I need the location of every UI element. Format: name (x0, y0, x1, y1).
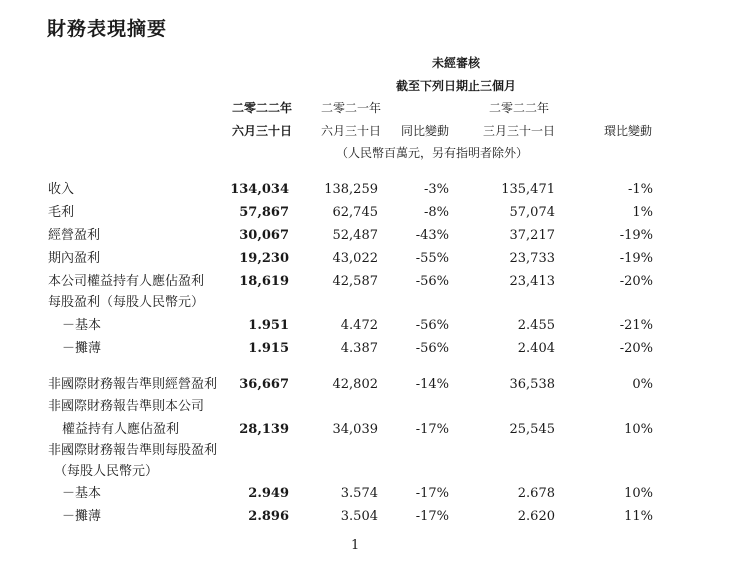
cell-2022q2: 1.951 (248, 318, 289, 333)
table-row (0, 249, 743, 269)
col2-header-line2: 六月三十日 (320, 124, 382, 138)
row-label: 經營盈利 (48, 228, 101, 243)
cell-yoy: -56% (415, 341, 449, 356)
cell-2022q2: 2.896 (248, 509, 289, 524)
table-row (0, 420, 743, 440)
cell-qoq: -20% (619, 274, 653, 289)
cell-2022q2: 19,230 (239, 251, 289, 266)
cell-2021q2: 42,802 (332, 377, 378, 392)
row-label: 非國際財務報告準則本公司 (48, 399, 205, 414)
table-row (0, 484, 743, 504)
row-label: －基本 (62, 318, 102, 333)
cell-2022q1: 2.455 (517, 318, 555, 333)
cell-qoq: -21% (619, 318, 653, 333)
cell-qoq: -19% (619, 228, 653, 243)
col1-header-line2: 六月三十日 (231, 124, 293, 138)
col3-header: 同比變動 (400, 124, 450, 138)
cell-qoq: 1% (632, 205, 653, 220)
row-label: －攤薄 (62, 341, 102, 356)
cell-qoq: 0% (632, 377, 653, 392)
cell-yoy: -17% (415, 486, 449, 501)
period-header: 截至下列日期止三個月 (395, 79, 517, 93)
cell-qoq: 10% (624, 486, 653, 501)
table-row (0, 441, 743, 461)
row-label: 本公司權益持有人應佔盈利 (48, 274, 205, 289)
table-row (0, 462, 743, 482)
cell-2022q1: 25,545 (509, 422, 555, 437)
cell-qoq: 11% (624, 509, 653, 524)
page-title: 財務表現摘要 (47, 18, 168, 40)
cell-yoy: -14% (415, 377, 449, 392)
cell-2022q1: 135,471 (501, 182, 555, 197)
row-label: 權益持有人應佔盈利 (62, 422, 180, 437)
cell-2021q2: 52,487 (332, 228, 378, 243)
cell-yoy: -3% (423, 182, 449, 197)
cell-yoy: -56% (415, 318, 449, 333)
cell-yoy: -17% (415, 509, 449, 524)
table-row (0, 226, 743, 246)
cell-qoq: 10% (624, 422, 653, 437)
table-row (0, 180, 743, 200)
col5-header: 環比變動 (603, 124, 653, 138)
cell-yoy: -17% (415, 422, 449, 437)
row-label: 毛利 (48, 205, 75, 220)
cell-yoy: -55% (415, 251, 449, 266)
cell-yoy: -56% (415, 274, 449, 289)
cell-qoq: -20% (619, 341, 653, 356)
row-label: （每股人民幣元） (54, 464, 159, 479)
cell-2022q2: 18,619 (239, 274, 289, 289)
cell-2021q2: 4.387 (340, 341, 378, 356)
cell-2021q2: 34,039 (332, 422, 378, 437)
cell-2022q1: 2.678 (517, 486, 555, 501)
table-row (0, 339, 743, 359)
table-row (0, 375, 743, 395)
col4-header-line2: 三月三十一日 (482, 124, 556, 138)
cell-2021q2: 43,022 (332, 251, 378, 266)
row-label: 非國際財務報告準則每股盈利 (48, 443, 218, 458)
cell-yoy: -43% (415, 228, 449, 243)
cell-yoy: -8% (423, 205, 449, 220)
unaudited-header: 未經審核 (431, 56, 481, 70)
table-row (0, 293, 743, 313)
col1-header-line1: 二零二二年 (231, 101, 293, 115)
cell-2021q2: 3.504 (340, 509, 378, 524)
row-label: 每股盈利（每股人民幣元） (48, 295, 205, 310)
cell-qoq: -19% (619, 251, 653, 266)
table-row (0, 507, 743, 527)
cell-2021q2: 4.472 (340, 318, 378, 333)
table-row (0, 397, 743, 417)
cell-2022q2: 36,667 (239, 377, 289, 392)
cell-2022q1: 2.620 (517, 509, 555, 524)
cell-2021q2: 42,587 (332, 274, 378, 289)
cell-2022q2: 30,067 (239, 228, 289, 243)
cell-2022q1: 37,217 (509, 228, 555, 243)
cell-2022q1: 2.404 (517, 341, 555, 356)
cell-2022q2: 2.949 (248, 486, 289, 501)
cell-2022q2: 1.915 (248, 341, 289, 356)
units-note: （人民幣百萬元，另有指明者除外） (335, 146, 529, 160)
cell-2021q2: 62,745 (332, 205, 378, 220)
cell-2022q2: 28,139 (239, 422, 289, 437)
row-label: －基本 (62, 486, 102, 501)
cell-2022q1: 57,074 (509, 205, 555, 220)
cell-2022q1: 36,538 (509, 377, 555, 392)
cell-2021q2: 3.574 (340, 486, 378, 501)
cell-2022q1: 23,413 (509, 274, 555, 289)
table-row (0, 316, 743, 336)
page-number: 1 (351, 538, 360, 553)
col2-header-line1: 二零二一年 (320, 101, 382, 115)
cell-2022q1: 23,733 (509, 251, 555, 266)
row-label: 期內盈利 (48, 251, 101, 266)
row-label: 收入 (48, 182, 75, 197)
row-label: 非國際財務報告準則經營盈利 (48, 377, 218, 392)
cell-qoq: -1% (627, 182, 653, 197)
cell-2022q2: 57,867 (239, 205, 289, 220)
cell-2022q2: 134,034 (230, 182, 289, 197)
col4-header-line1: 二零二二年 (488, 101, 550, 115)
table-row (0, 272, 743, 292)
row-label: －攤薄 (62, 509, 102, 524)
table-row (0, 203, 743, 223)
cell-2021q2: 138,259 (324, 182, 378, 197)
